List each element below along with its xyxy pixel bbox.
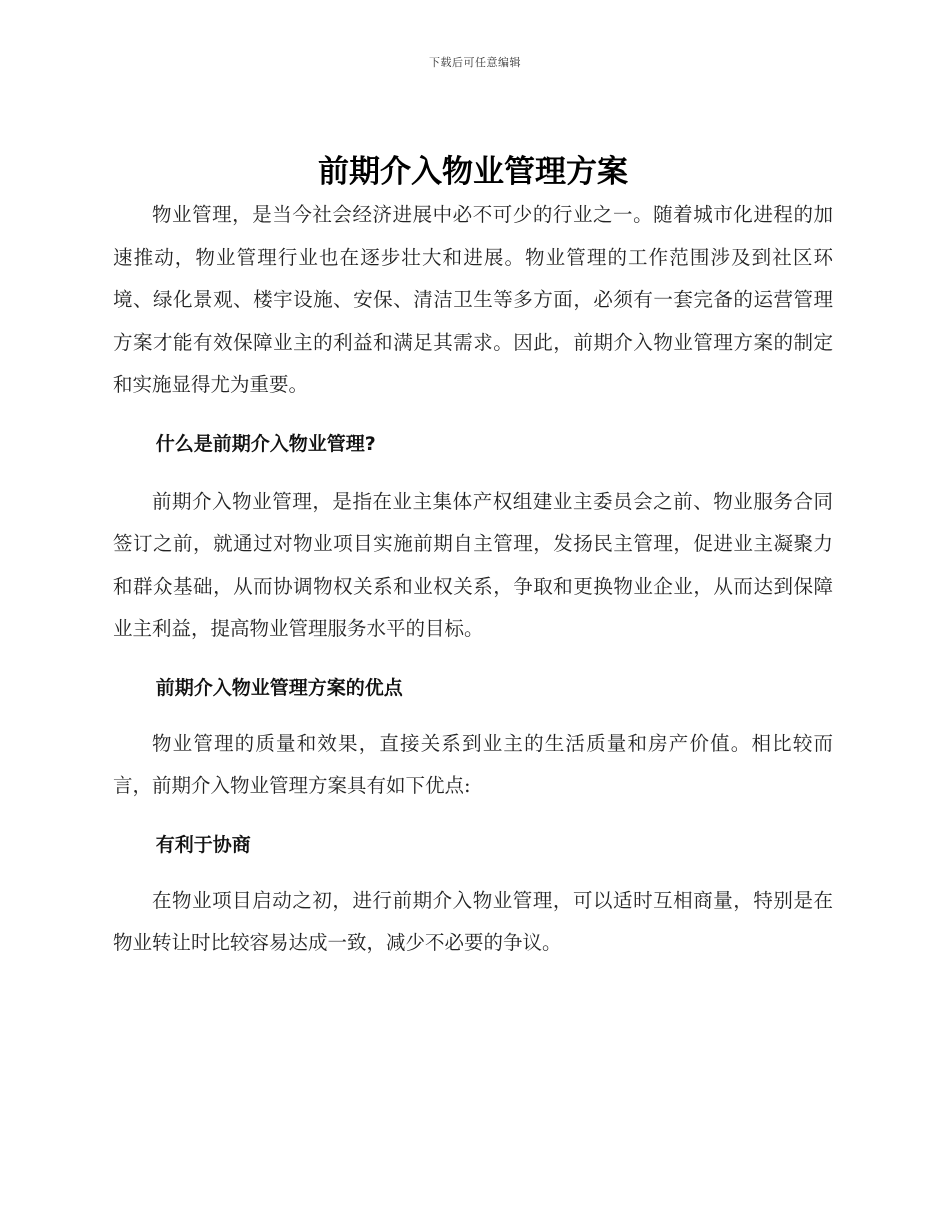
header-note: 下载后可任意编辑: [429, 56, 521, 69]
section-heading-advantages: 前期介入物业管理方案的优点: [155, 676, 403, 699]
section-heading-definition: 什么是前期介入物业管理?: [155, 432, 376, 455]
intro-paragraph: 物业管理，是当今社会经济进展中必不可少的行业之一。随着城市化进程的加速推动，物业管理行业也在逐步壮大和进展。物业管理的工作范围涉及到社区环境、绿化景观、楼宇设施、安保、清洁卫生等多方面，必须有一套完备的运营管理方案才能有效保障业主的利益和满足其需求。因此，前期介入物业管理方案的制定和实施显得尤为重要。: [113, 203, 833, 396]
document-body: [113, 150, 833, 965]
negotiation-paragraph: 在物业项目启动之初，进行前期介入物业管理，可以适时互相商量，特别是在物业转让时比较容易达成一致，减少不必要的争议。: [113, 888, 833, 954]
document-title: 前期介入物业管理方案: [318, 154, 628, 190]
section-heading-negotiation: 有利于协商: [155, 833, 251, 856]
advantages-paragraph: 物业管理的质量和效果，直接关系到业主的生活质量和房产价值。相比较而言，前期介入物业管理方案具有如下优点:: [113, 731, 833, 797]
definition-paragraph: 前期介入物业管理，是指在业主集体产权组建业主委员会之前、物业服务合同签订之前，就通过对物业项目实施前期自主管理，发扬民主管理，促进业主凝聚力和群众基础，从而协调物权关系和业权关系，争取和更换物业企业，从而达到保障业主利益，提高物业管理服务水平的目标。: [113, 489, 833, 640]
